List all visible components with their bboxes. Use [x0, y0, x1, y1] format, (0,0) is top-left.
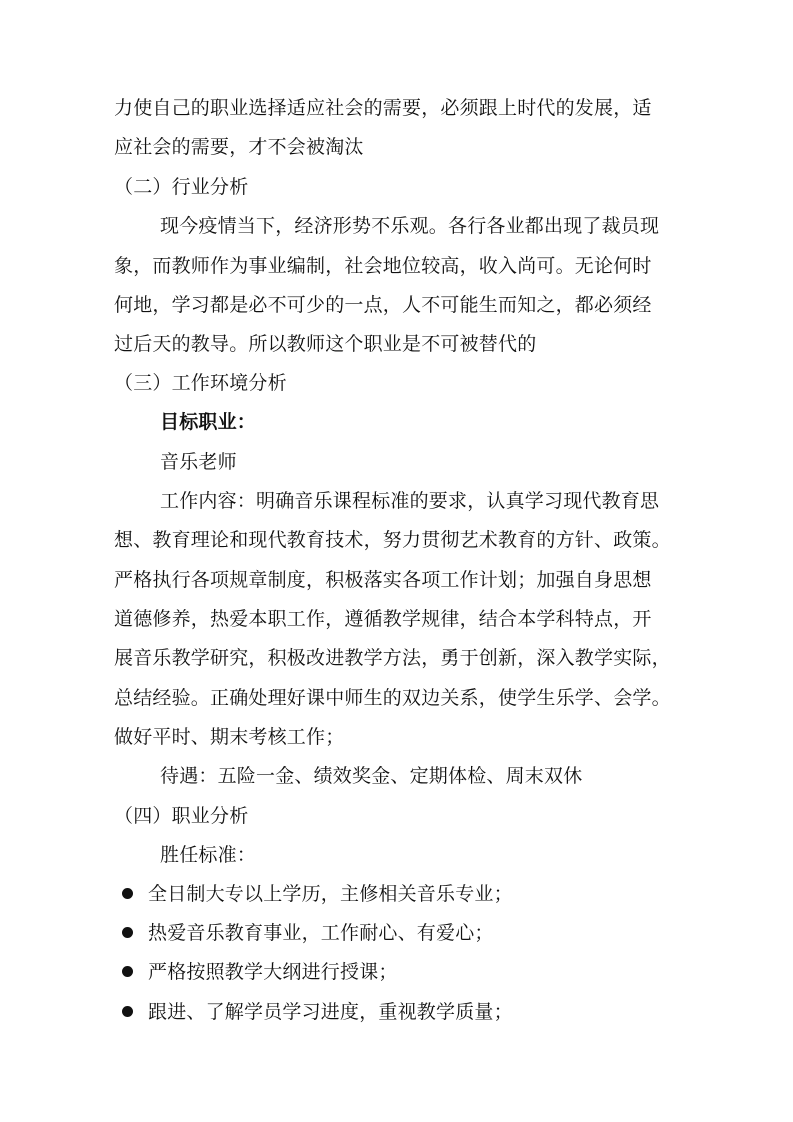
paragraph-line: 展音乐教学研究，积极改进教学方法，勇于创新，深入教学实际，: [114, 647, 671, 669]
paragraph-line: 象，而教师作为事业编制，社会地位较高，收入尚可。无论何时: [114, 255, 652, 277]
paragraph-line: 待遇：五险一金、绩效奖金、定期体检、周末双休: [160, 765, 583, 787]
paragraph-line: 何地，学习都是必不可少的一点，人不可能生而知之，都必须经: [114, 294, 652, 316]
paragraph-line: 总结经验。正确处理好课中师生的双边关系，使学生乐学、会学。: [114, 687, 671, 709]
list-item: 严格按照教学大纲进行授课；: [148, 961, 398, 983]
section-heading-career-analysis: （四）职业分析: [114, 805, 249, 827]
paragraph-line: 过后天的教导。所以教师这个职业是不可被替代的: [114, 333, 537, 355]
bullet-icon: [122, 1006, 133, 1017]
paragraph-line: 应社会的需要，才不会被淘汰: [114, 136, 364, 158]
target-career-label: 目标职业：: [160, 411, 257, 433]
bullet-icon: [122, 888, 133, 899]
paragraph-line: 做好平时、期末考核工作；: [114, 726, 345, 748]
list-item: 跟进、了解学员学习进度，重视教学质量；: [148, 1001, 513, 1023]
list-item: 全日制大专以上学历，主修相关音乐专业；: [148, 883, 513, 905]
section-heading-work-environment: （三）工作环境分析: [114, 372, 287, 394]
paragraph-line: 力使自己的职业选择适应社会的需要，必须跟上时代的发展，适: [114, 97, 652, 119]
paragraph-line: 工作内容：明确音乐课程标准的要求，认真学习现代教育思: [160, 490, 660, 512]
paragraph-line: 道德修养，热爱本职工作，遵循教学规律，结合本学科特点，开: [114, 608, 652, 630]
paragraph-line: 想、教育理论和现代教育技术，努力贯彻艺术教育的方针、政策。: [114, 529, 671, 551]
list-item: 热爱音乐教育事业，工作耐心、有爱心；: [148, 922, 494, 944]
paragraph-line: 胜任标准：: [160, 844, 257, 866]
section-heading-industry: （二）行业分析: [114, 176, 249, 198]
target-career-value: 音乐老师: [160, 451, 237, 473]
bullet-icon: [122, 927, 133, 938]
paragraph-line: 现今疫情当下，经济形势不乐观。各行各业都出现了裁员现: [160, 215, 660, 237]
paragraph-line: 严格执行各项规章制度，积极落实各项工作计划；加强自身思想: [114, 569, 652, 591]
bullet-icon: [122, 966, 133, 977]
